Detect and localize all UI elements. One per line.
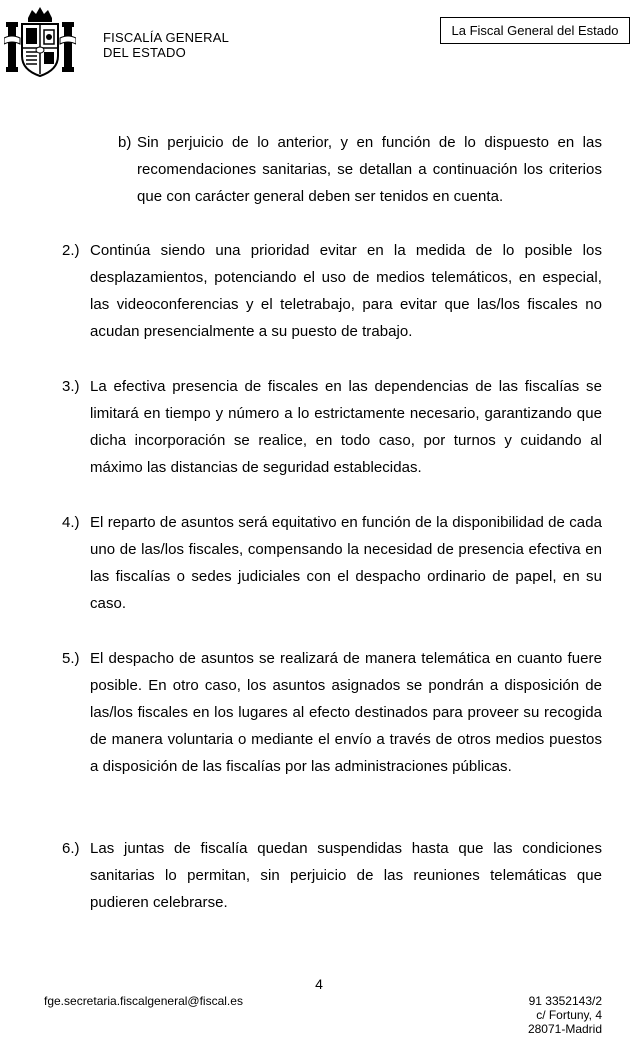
item-label-3: 3.) [62, 378, 80, 395]
org-name-line2: DEL ESTADO [103, 45, 186, 60]
page-number: 4 [315, 976, 323, 992]
footer-email: fge.secretaria.fiscalgeneral@fiscal.es [44, 994, 243, 1008]
org-name-line1: FISCALÍA GENERAL [103, 30, 230, 45]
item-label-6: 6.) [62, 840, 80, 857]
item-text-6: Las juntas de fiscalía quedan suspendidas hasta que las condiciones sanitarias lo permitan, sin perjuicio de las reuniones telemáticas que pudieren celebrarse. [90, 840, 602, 911]
footer-street: c/ Fortuny, 4 [536, 1008, 602, 1022]
item-label-2: 2.) [62, 242, 80, 259]
item-text-5: El despacho de asuntos se realizará de manera telemática en cuanto fuere posible. En otro caso, los asuntos asignados se pondrán a disposición de las/los fiscales en los lugares al efecto destinados para proveer su recogida de manera voluntaria o mediante el envío a través de otros medios puestos a disposición de las fiscalías por las administraciones públicas. [90, 650, 602, 775]
org-name [103, 30, 229, 60]
footer-city: 28071-Madrid [527, 1022, 602, 1036]
header-title-box: La Fiscal General del Estado [440, 17, 630, 44]
item-text-4: El reparto de asuntos será equitativo en función de la disponibilidad de cada uno de las/los fiscales, compensando la necesidad de presencia efectiva en las fiscalías o sedes judiciales con el despacho ordinario de papel, en su caso. [90, 514, 602, 612]
sub-item-text: Sin perjuicio de lo anterior, y en función de lo dispuesto en las recomendaciones sanitarias, se detallan a continuación los criterios que con carácter general deben ser tenidos en cuenta. [137, 134, 602, 205]
footer-contact [528, 994, 602, 1036]
coat-of-arms-icon [4, 4, 76, 80]
item-text-3: La efectiva presencia de fiscales en las dependencias de las fiscalías se limitará en tiempo y número a lo estrictamente necesario, garantizando que dicha incorporación se realice, en todo caso, por turnos y cuidando al máximo las distancias de seguridad establecidas. [90, 378, 602, 476]
footer-phone: 91 3352143/2 [528, 994, 602, 1008]
item-label-4: 4.) [62, 514, 80, 531]
item-text-2: Continúa siendo una prioridad evitar en la medida de lo posible los desplazamientos, potenciando el uso de medios telemáticos, en especial, las videoconferencias y el teletrabajo, para evitar que las/los fiscales no acudan presencialmente a su puesto de trabajo. [90, 242, 602, 340]
sub-item-label: b) [118, 134, 132, 151]
item-label-5: 5.) [62, 650, 80, 667]
